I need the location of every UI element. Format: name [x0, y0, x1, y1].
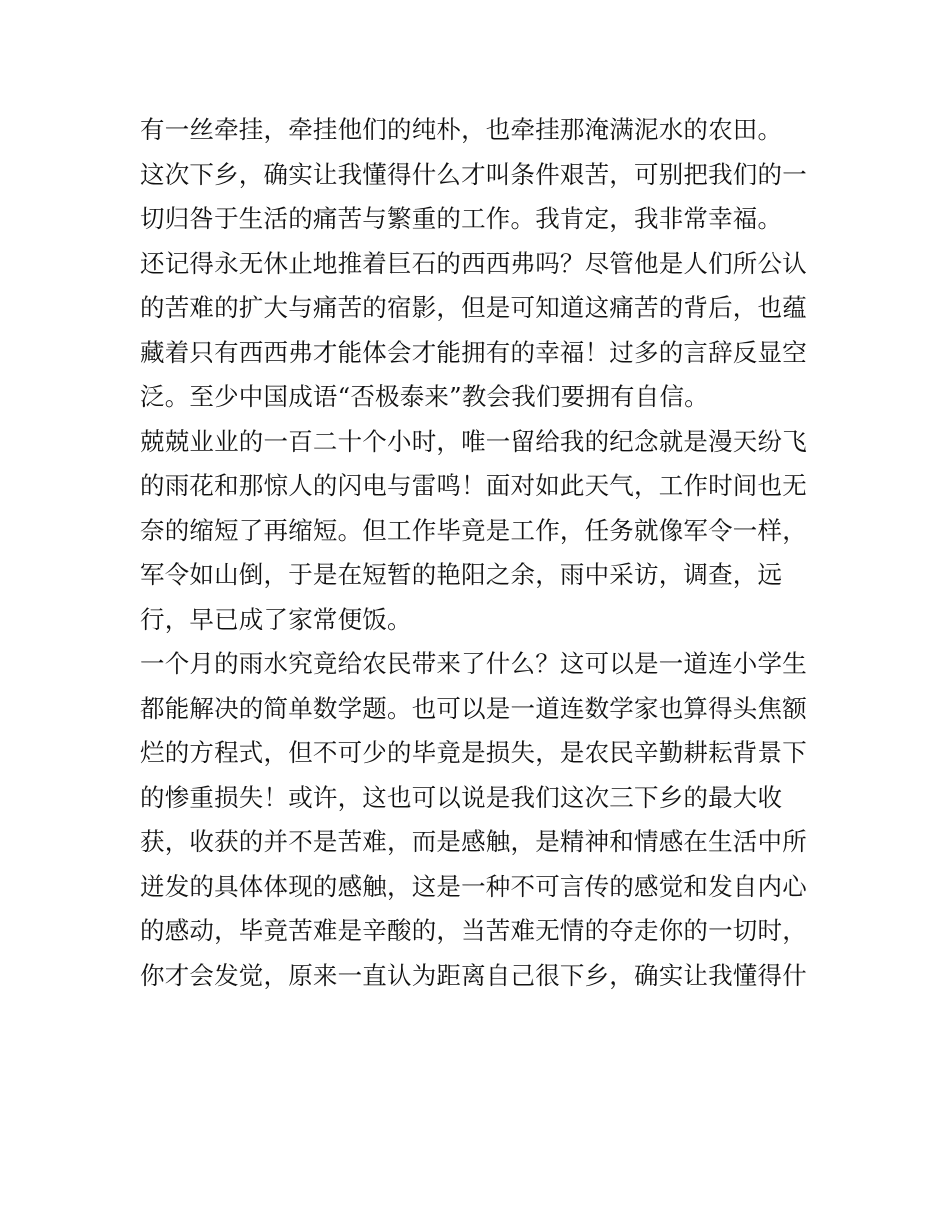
text-line: 泛。至少中国成语“否极泰来”教会我们要拥有自信。	[140, 382, 709, 411]
text-line: 军令如山倒，于是在短暂的艳阳之余，雨中采访，调查，远	[140, 560, 783, 589]
text-line: 这次下乡，确实让我懂得什么才叫条件艰苦，可别把我们的一	[140, 159, 807, 189]
text-line: 一个月的雨水究竟给农民带来了什么？这可以是一道连小学生	[140, 649, 807, 678]
text-line: 的惨重损失！或许，这也可以说是我们这次三下乡的最大收	[140, 782, 783, 812]
text-line: 切归咎于生活的痛苦与繁重的工作。我肯定，我非常幸福。	[140, 204, 783, 233]
text-line: 有一丝牵挂，牵挂他们的纯朴，也牵挂那淹满泥水的农田。	[140, 115, 783, 144]
body-text	[140, 108, 820, 998]
text-line: 的雨花和那惊人的闪电与雷鸣！面对如此天气，工作时间也无	[140, 471, 807, 500]
text-line: 兢兢业业的一百二十个小时，唯一留给我的纪念就是漫天纷飞	[140, 426, 807, 456]
text-line: 你才会发觉，原来一直认为距离自己很下乡，确实让我懂得什	[140, 960, 807, 990]
text-line: 的感动，毕竟苦难是辛酸的，当苦难无情的夺走你的一切时，	[140, 916, 807, 945]
text-line: 的苦难的扩大与痛苦的宿影，但是可知道这痛苦的背后，也蕴	[140, 293, 807, 322]
text-line: 还记得永无休止地推着巨石的西西弗吗？尽管他是人们所公认	[140, 248, 807, 278]
text-line: 迸发的具体体现的感触，这是一种不可言传的感觉和发自内心	[140, 871, 807, 901]
text-line: 藏着只有西西弗才能体会才能拥有的幸福！过多的言辞反显空	[140, 337, 807, 367]
text-line: 获，收获的并不是苦难，而是感触，是精神和情感在生活中所	[140, 827, 807, 856]
text-line: 奈的缩短了再缩短。但工作毕竟是工作，任务就像军令一样，	[140, 515, 807, 545]
text-line: 都能解决的简单数学题。也可以是一道连数学家也算得头焦额	[140, 693, 807, 723]
text-line: 烂的方程式，但不可少的毕竟是损失，是农民辛勤耕耘背景下	[140, 738, 807, 767]
text-line: 行，早已成了家常便饭。	[140, 604, 412, 634]
